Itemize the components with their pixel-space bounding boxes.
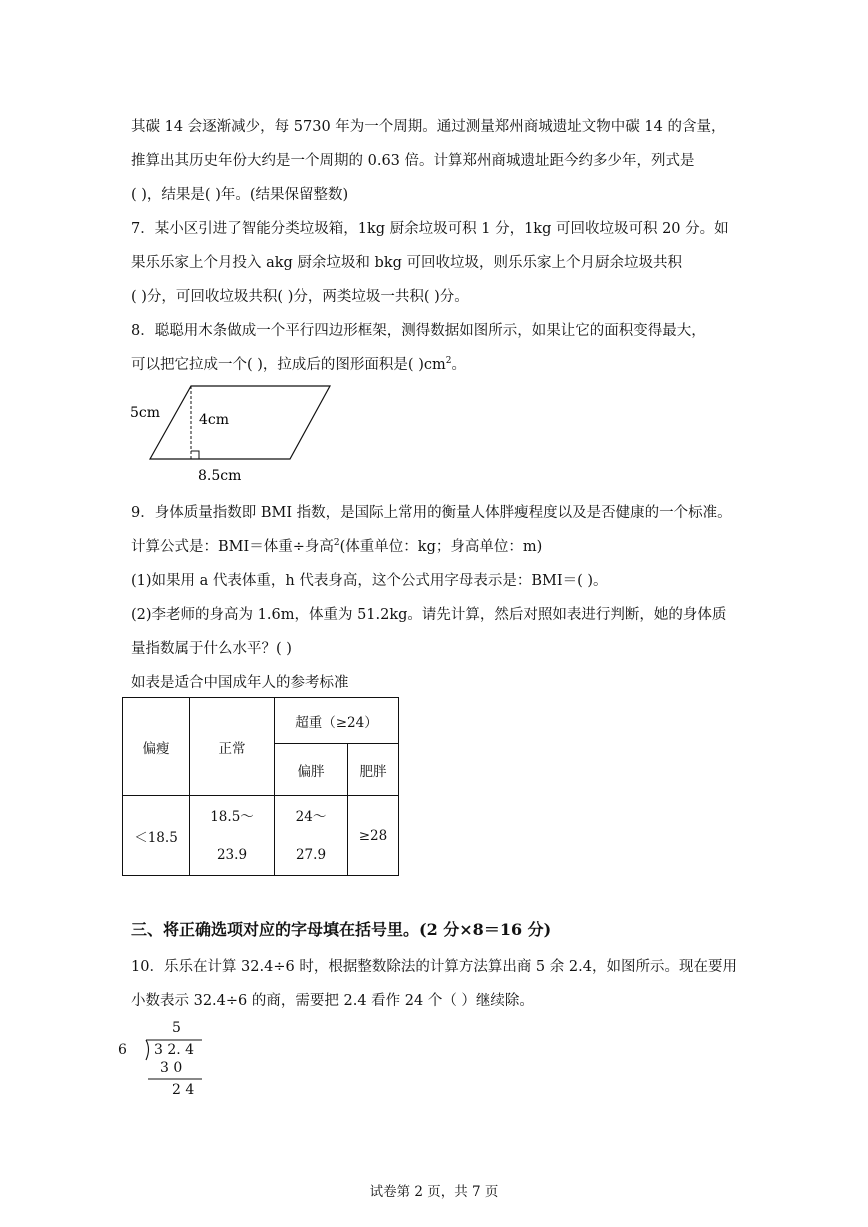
page-footer: 试卷第 2 页，共 7 页 [369, 1184, 499, 1200]
table-caption: 如表是适合中国成年人的参考标准 [131, 675, 349, 691]
text-line: 其碳 14 会逐渐减少，每 5730 年为一个周期。通过测量郑州商城遗址文物中碳 14 的含量， [131, 119, 726, 135]
question-9-line: (2)李老师的身高为 1.6m，体重为 51.2kg。请先计算，然后对照如表进行判断，她的身体质 [131, 607, 727, 623]
parallelogram-figure [125, 380, 345, 490]
header-thin: 偏瘦 [123, 698, 190, 796]
question-10-line: 10．乐乐在计算 32.4÷6 时，根据整数除法的计算方法算出商 5 余 2.4，如图所示。现在要用 [131, 959, 737, 975]
division-dividend: 3 2. 4 [154, 1042, 195, 1058]
division-divisor: 6 [118, 1042, 127, 1058]
question-7-line: 果乐乐家上个月投入 akg 厨余垃圾和 bkg 可回收垃圾，则乐乐家上个月厨余垃圾共积 [131, 255, 682, 271]
header-obese: 肥胖 [348, 744, 399, 796]
long-division-figure [118, 1020, 218, 1100]
question-7-line: ( )分，可回收垃圾共积( )分，两类垃圾一共积( )分。 [131, 289, 469, 305]
division-product: 3 0 [160, 1060, 183, 1076]
section-heading: 三、将正确选项对应的字母填在括号里。(2 分×8＝16 分) [131, 920, 552, 939]
parallelogram-shape [150, 386, 330, 459]
question-9-line: 量指数属于什么水平？( ) [131, 641, 292, 657]
text-line: ( )，结果是( )年。(结果保留整数) [131, 187, 349, 203]
side-label: 5cm [130, 405, 161, 421]
question-10-line: 小数表示 32.4÷6 的商，需要把 2.4 看作 24 个（ ）继续除。 [131, 993, 534, 1009]
header-normal: 正常 [190, 698, 275, 796]
question-7-line: 7．某小区引进了智能分类垃圾箱，1kg 厨余垃圾可积 1 分，1kg 可回收垃圾可积 20 分。如 [131, 221, 729, 237]
division-quotient: 5 [172, 1020, 181, 1036]
base-label: 8.5cm [198, 468, 242, 484]
value-obese: ≥28 [348, 796, 399, 876]
question-8-line: 8．聪聪用木条做成一个平行四边形框架，测得数据如图所示，如果让它的面积变得最大， [131, 323, 706, 339]
right-angle-mark [191, 451, 199, 459]
question-9-line: 9．身体质量指数即 BMI 指数，是国际上常用的衡量人体胖瘦程度以及是否健康的一个标准。 [131, 505, 732, 521]
question-8-line: 可以把它拉成一个( )，拉成后的图形面积是( )$cm^2$。 [131, 356, 466, 373]
text-line: 推算出其历史年份大约是一个周期的 0.63 倍。计算郑州商城遗址距今约多少年，列式是 [131, 153, 695, 169]
value-normal: 18.5～ 23.9 [190, 796, 275, 876]
question-9-line: 计算公式是：BMI＝体重÷身高$^2$(体重单位：kg；身高单位：m) [131, 538, 543, 555]
division-remainder: 2 4 [172, 1082, 195, 1098]
header-slightly-fat: 偏胖 [275, 744, 348, 796]
bmi-reference-table [122, 697, 399, 876]
height-label: 4cm [199, 412, 230, 428]
header-overweight: 超重（≥24） [275, 698, 399, 744]
value-slightly-fat: 24～ 27.9 [275, 796, 348, 876]
value-thin: ＜18.5 [123, 796, 190, 876]
question-9-line: (1)如果用 a 代表体重，h 代表身高，这个公式用字母表示是：BMI＝( )。 [131, 573, 608, 589]
